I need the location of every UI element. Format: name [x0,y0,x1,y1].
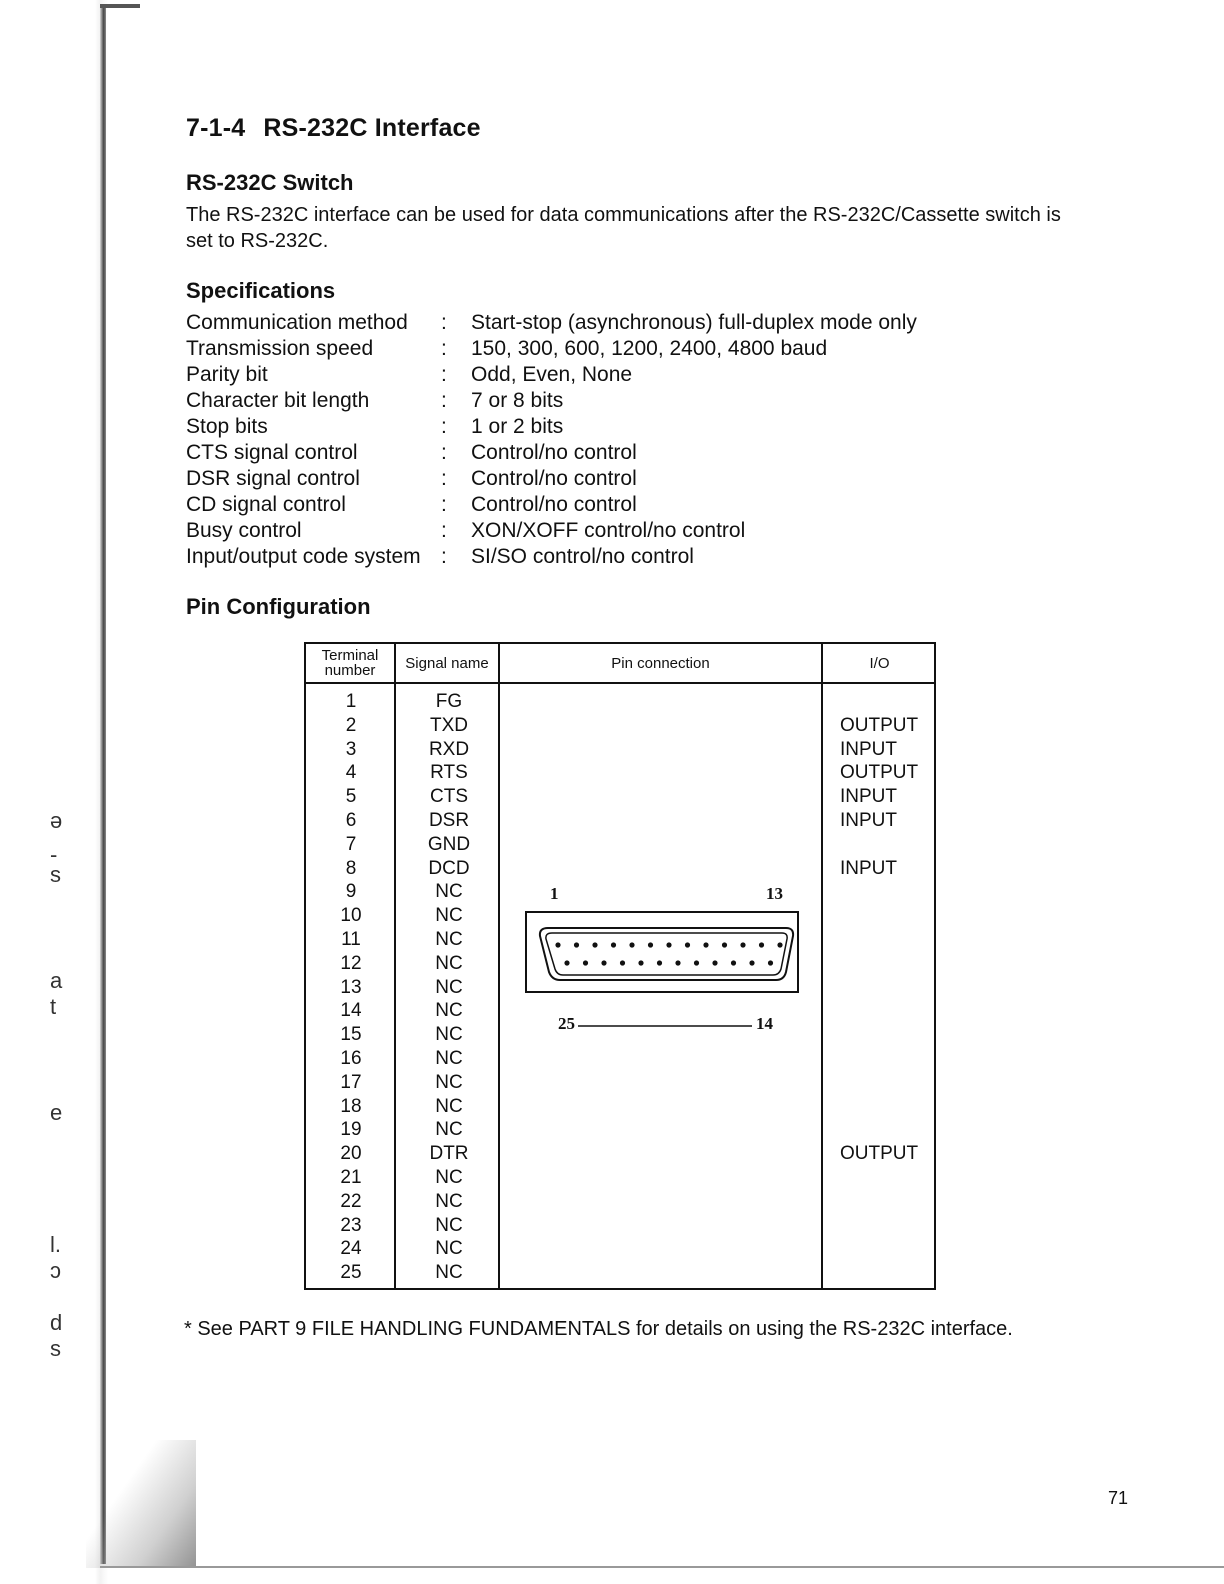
io-column [840,690,936,1285]
terminal-number-cell: 18 [340,1095,362,1117]
pin-label-13: 13 [766,884,783,903]
terminal-number-cell: 7 [345,833,357,855]
terminal-number-cell: 4 [345,762,357,784]
signal-name-cell: NC [435,881,463,903]
header-terminal-line1: Terminal [321,647,379,664]
header-terminal-line2: number [324,662,376,679]
spec-colon: : [441,389,447,412]
terminal-number-cell: 17 [340,1071,362,1093]
spec-row [186,336,917,362]
terminal-number-cell: 16 [340,1047,362,1069]
spec-colon: : [441,337,447,360]
spec-label: CD signal control [186,493,346,516]
terminal-number-cell: 13 [340,976,362,998]
terminal-number-cell: 2 [345,714,357,736]
header-signal-name: Signal name [405,654,489,672]
pin-configuration-table [304,642,936,1290]
bleed-letter: l. [50,1232,61,1257]
signal-name-cell: NC [435,1071,463,1093]
io-cell [840,1071,936,1095]
io-cell [840,1214,936,1238]
bleed-letter: ə [50,808,63,833]
section-name: RS-232C Interface [263,114,481,142]
connector-pin-bottom [638,960,643,965]
io-cell [840,1095,936,1119]
spec-value: SI/SO control/no control [471,545,694,568]
bleed-letter: ɔ [50,1258,61,1283]
connector-pin-bottom [601,960,606,965]
io-cell [840,1118,936,1142]
spec-label: Input/output code system [186,545,421,568]
db25-connector-icon [502,906,822,1026]
spec-label: Stop bits [186,415,268,438]
connector-pin-top [629,942,634,947]
io-cell [840,1261,936,1285]
io-cell [840,690,936,714]
spec-colon: : [441,363,447,386]
terminal-number-cell: 11 [341,928,361,950]
signal-name-cell: NC [435,1214,463,1236]
spec-value: 1 or 2 bits [471,415,564,438]
spec-row [186,362,917,388]
pin-label-1: 1 [550,884,559,903]
signal-name-cell: NC [435,1238,463,1260]
pin-configuration-heading: Pin Configuration [186,594,371,619]
header-pin-connection: Pin connection [611,654,710,672]
spec-row [186,466,917,492]
signal-name-cell: CTS [430,786,468,808]
io-cell [840,1023,936,1047]
connector-pin-top [722,942,727,947]
header-terminal-number [306,644,394,682]
terminal-number-cell: 24 [340,1238,362,1260]
signal-name-cell: NC [435,976,463,998]
terminal-number-column [306,690,396,1285]
connector-pin-bottom [731,960,736,965]
spec-row [186,414,917,440]
io-cell: OUTPUT [840,1143,919,1165]
connector-pin-bottom [749,960,754,965]
bleed-letter: t [50,994,57,1019]
terminal-number-cell: 15 [340,1024,362,1046]
spec-value: Control/no control [471,493,637,516]
terminal-number-cell: 22 [340,1190,362,1212]
signal-name-cell: DSR [428,809,470,831]
footnote: * See PART 9 FILE HANDLING FUNDAMENTALS for details on using the RS-232C interface. [184,1318,1013,1340]
spec-row [186,492,917,518]
section-number: 7-1-4 [186,114,246,142]
terminal-number-cell: 8 [345,857,357,879]
section-title [186,114,481,143]
signal-name-cell: NC [435,905,463,927]
spec-colon: : [441,311,447,334]
connector-pin-top [592,942,597,947]
table-header-rule [306,682,934,684]
pin-label-14: 14 [756,1014,773,1033]
connector-pin-top [574,942,579,947]
spec-label: Transmission speed [186,337,374,360]
connector-pin-bottom [712,960,717,965]
spec-label: Busy control [186,519,302,542]
io-cell [840,952,936,976]
spec-colon: : [441,467,447,490]
spec-value: Control/no control [471,467,637,490]
bleed-letter: a [50,968,63,993]
spec-colon: : [441,545,447,568]
signal-name-cell: NC [435,1262,463,1284]
specifications-list [186,310,917,570]
signal-name-column [398,690,500,1285]
spec-value: 150, 300, 600, 1200, 2400, 4800 baud [471,337,828,360]
signal-name-cell: NC [435,952,463,974]
binding-corner [100,4,140,8]
terminal-number-cell: 12 [340,952,362,974]
signal-name-cell: RXD [428,738,470,760]
spec-label: Parity bit [186,363,268,386]
io-cell: OUTPUT [840,762,919,784]
bleed-letter: e [50,1100,63,1125]
spec-colon: : [441,415,447,438]
signal-name-cell: FG [435,691,463,712]
spec-label: CTS signal control [186,441,358,464]
spec-row [186,440,917,466]
terminal-number-cell: 19 [340,1119,362,1141]
connector-pin-top [648,942,653,947]
spec-row [186,544,917,570]
spec-value: Odd, Even, None [471,363,633,386]
binding-edge [100,4,106,1564]
terminal-number-cell: 6 [345,809,357,831]
terminal-number-cell: 23 [340,1214,362,1236]
io-cell [840,880,936,904]
signal-name-cell: NC [435,1024,463,1046]
bleed-letter: s [50,862,61,887]
spec-value: Start-stop (asynchronous) full-duplex mode only [471,311,917,334]
signal-name-cell: NC [435,1095,463,1117]
signal-name-cell: NC [435,1190,463,1212]
terminal-number-cell: 10 [340,905,362,927]
io-cell: INPUT [840,857,897,879]
io-cell [840,1166,936,1190]
spec-value: Control/no control [471,441,637,464]
signal-name-cell: NC [435,1166,463,1188]
connector-pin-bottom [768,960,773,965]
db25-connector-diagram [502,884,822,1084]
spec-value: XON/XOFF control/no control [471,519,746,542]
signal-name-cell: RTS [430,762,468,784]
io-cell [840,928,936,952]
connector-pin-top [555,942,560,947]
signal-name-cell: TXD [430,714,468,736]
signal-name-cell: NC [435,1119,463,1141]
specifications-heading: Specifications [186,278,336,303]
header-io: I/O [869,654,890,672]
io-cell [840,1237,936,1261]
connector-pin-bottom [694,960,699,965]
bleed-letter: d [50,1310,63,1335]
page-number: 71 [1108,1488,1129,1508]
connector-d-inner [546,933,787,975]
spec-value: 7 or 8 bits [471,389,564,412]
io-cell: INPUT [840,786,897,808]
io-cell: INPUT [840,809,897,831]
io-cell [840,976,936,1000]
spec-label: DSR signal control [186,467,360,490]
terminal-number-cell: 9 [345,881,357,903]
spec-label: Communication method [186,311,408,334]
io-cell [840,999,936,1023]
io-cell [840,833,936,857]
connector-pin-bottom [620,960,625,965]
bleed-letter: s [50,1336,61,1361]
signal-name-cell: NC [435,928,463,950]
terminal-number-cell: 25 [340,1262,362,1284]
connector-pin-bottom [583,960,588,965]
terminal-number-cell: 3 [345,738,357,760]
facing-page-bleed [50,0,74,1584]
io-cell: INPUT [840,738,897,760]
pin-label-25: 25 [558,1014,575,1033]
pin-range-line [578,1021,758,1031]
terminal-number-cell: 5 [345,786,357,808]
connector-pin-top [703,942,708,947]
io-cell [840,904,936,928]
connector-pin-bottom [675,960,680,965]
switch-heading: RS-232C Switch [186,170,354,195]
bleed-letter: - [50,842,58,867]
signal-name-cell: DTR [429,1143,469,1165]
page-bottom-edge [100,1566,1224,1568]
signal-name-cell: GND [427,833,471,855]
connector-pin-top [759,942,764,947]
connector-pin-bottom [564,960,569,965]
io-cell: OUTPUT [840,714,919,736]
terminal-number-cell: 14 [340,1000,362,1022]
connector-pin-top [685,942,690,947]
spec-row [186,518,917,544]
io-cell [840,1047,936,1071]
connector-d-outer [540,928,793,980]
signal-name-cell: DCD [428,857,470,879]
terminal-number-cell: 20 [340,1143,362,1165]
spec-colon: : [441,441,447,464]
connector-pin-top [611,942,616,947]
connector-pin-top [666,942,671,947]
connector-pin-top [777,942,782,947]
spec-label: Character bit length [186,389,370,412]
binding-curl-shadow [86,1440,196,1568]
io-cell [840,1190,936,1214]
terminal-number-cell: 21 [340,1166,362,1188]
spec-row [186,310,917,336]
connector-pin-bottom [657,960,662,965]
signal-name-cell: NC [435,1000,463,1022]
spec-row [186,388,917,414]
spec-colon: : [441,519,447,542]
terminal-number-cell: 1 [345,691,357,712]
switch-description: The RS-232C interface can be used for data communications after the RS-232C/Cassette switch is set to RS-232C. [186,204,1061,252]
connector-pin-top [740,942,745,947]
spec-colon: : [441,493,447,516]
signal-name-cell: NC [435,1047,463,1069]
